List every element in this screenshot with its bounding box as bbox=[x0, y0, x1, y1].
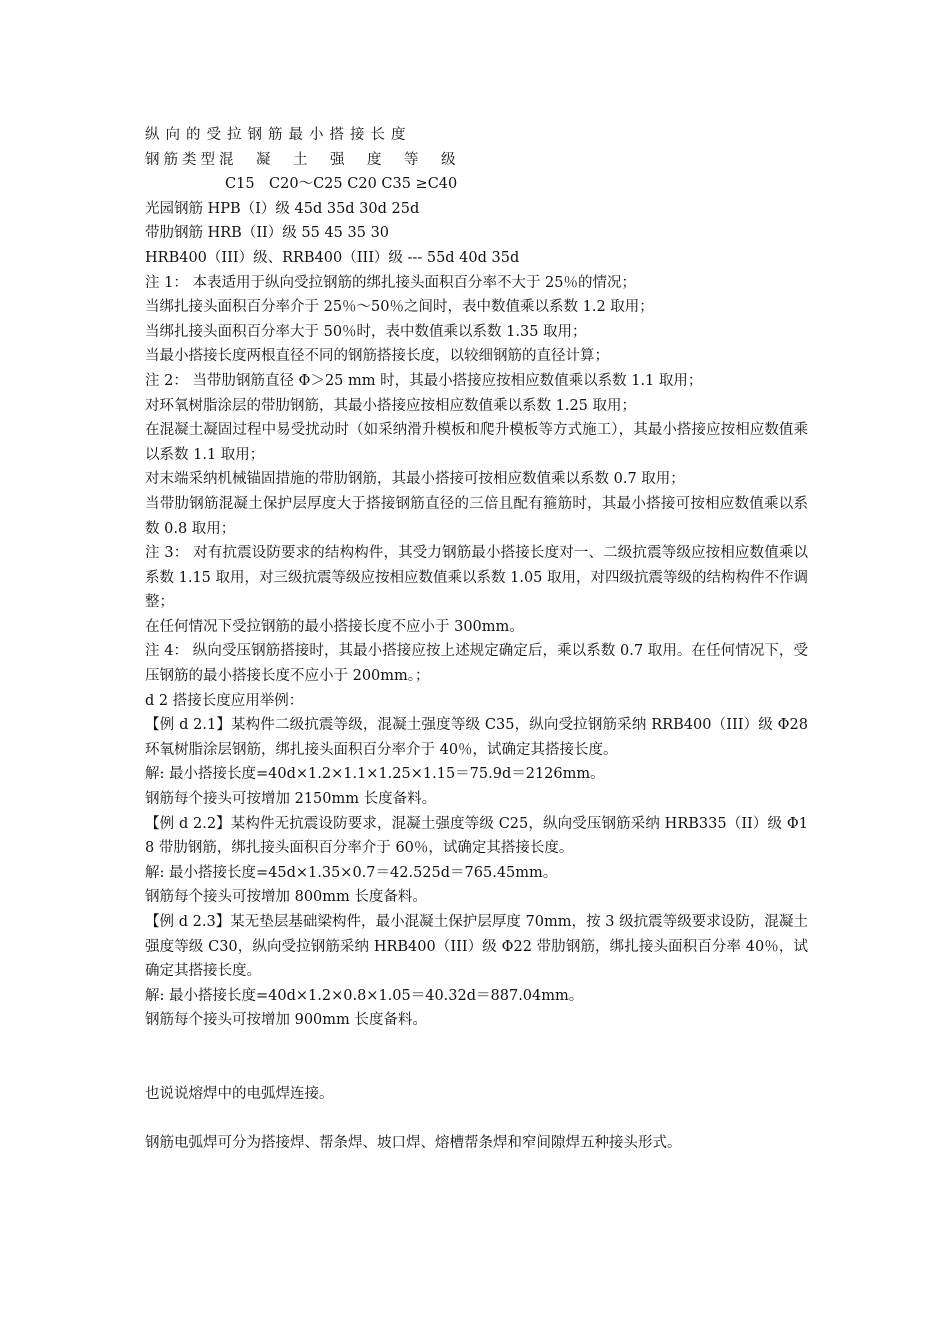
example-3-solution: 解: 最小搭接长度=40d×1.2×0.8×1.05＝40.32d＝887.04mm。 bbox=[145, 987, 584, 1004]
table-row-hpb: 光园钢筋 HPB（I）级 45d 35d 30d 25d bbox=[145, 200, 420, 217]
note-3-line-a: 注 3： 对有抗震设防要求的结构构件，其受力钢筋最小搭接长度对一、二级抗震等级应按相应数值乘以系数 1.15 取用，对三级抗震等级应按相应数值乘以系数 1.05 取用，对四级抗震等级的结构构件不作调整； bbox=[145, 545, 809, 611]
example-3: 【例 d 2.3】某无垫层基础梁构件，最小混凝土保护层厚度 70mm，按 3 级抗震等级要求设防，混凝土强度等级 C30，纵向受拉钢筋采纳 HRB400（III）级 Φ22 带肋钢筋，绑扎接头面积百分率 40％，试确定其搭接长度。 bbox=[145, 914, 808, 980]
table-row-hrb400: HRB400（III）级、RRB400（III）级 --- 55d 40d 35d bbox=[145, 249, 520, 266]
note-2-line-e: 当带肋钢筋混凝土保护层厚度大于搭接钢筋直径的三倍且配有箍筋时，其最小搭接可按相应数值乘以系数 0.8 取用； bbox=[145, 495, 808, 537]
spacer bbox=[145, 1033, 808, 1082]
section-d2-heading: d 2 搭接长度应用举例： bbox=[145, 692, 304, 709]
example-1-solution: 解: 最小搭接长度=40d×1.2×1.1×1.25×1.15＝75.9d＝2126mm。 bbox=[145, 766, 605, 783]
example-2-solution: 解: 最小搭接长度=45d×1.35×0.7＝42.525d＝765.45mm。 bbox=[145, 864, 558, 881]
note-4: 注 4： 纵向受压钢筋搭接时，其最小搭接应按上述规定确定后，乘以系数 0.7 取用。在任何情况下，受压钢筋的最小搭接长度不应小于 200mm。； bbox=[145, 643, 808, 685]
table-row-hrb: 带肋钢筋 HRB（II）级 55 45 35 30 bbox=[145, 225, 390, 242]
document-page bbox=[145, 123, 808, 1155]
note-2-line-b: 对环氧树脂涂层的带肋钢筋，其最小搭接应按相应数值乘以系数 1.25 取用； bbox=[145, 397, 637, 414]
example-2: 【例 d 2.2】某构件无抗震设防要求，混凝土强度等级 C25，纵向受压钢筋采纳 HRB335（II）级 Φ18 带肋钢筋，绑扎接头面积百分率介于 60％，试确定其搭接长度。 bbox=[145, 815, 808, 857]
note-1-line-b: 当绑扎接头面积百分率介于 25％～50％之间时，表中数值乘以系数 1.2 取用； bbox=[145, 299, 654, 316]
note-3-line-b: 在任何情况下受拉钢筋的最小搭接长度不应小于 300mm。 bbox=[145, 618, 524, 635]
example-3-note: 钢筋每个接头可按增加 900mm 长度备料。 bbox=[145, 1012, 427, 1029]
note-1-line-c: 当绑扎接头面积百分率大于 50％时，表中数值乘以系数 1.35 取用； bbox=[145, 323, 587, 340]
arc-welding-types: 钢筋电弧焊可分为搭接焊、帮条焊、坡口焊、熔槽帮条焊和窄间隙焊五种接头形式。 bbox=[145, 1134, 682, 1151]
table-title: 纵向的受拉钢筋最小搭接长度 bbox=[145, 127, 412, 143]
spacer bbox=[145, 1107, 808, 1131]
example-2-note: 钢筋每个接头可按增加 800mm 长度备料。 bbox=[145, 889, 427, 906]
note-2-line-a: 注 2： 当带肋钢筋直径 Φ＞25 mm 时，其最小搭接应按相应数值乘以系数 1.1 取用； bbox=[145, 372, 703, 389]
example-1: 【例 d 2.1】某构件二级抗震等级，混凝土强度等级 C35，纵向受拉钢筋采纳 RRB400（III）级 Φ28 环氧树脂涂层钢筋，绑扎接头面积百分率介于 40％，试确定其搭接长度。 bbox=[145, 717, 808, 758]
note-2-line-c: 在混凝土凝固过程中易受扰动时（如采纳滑升模板和爬升模板等方式施工），其最小搭接应按相应数值乘以系数 1.1 取用； bbox=[145, 422, 808, 463]
note-1-line-a: 注 1： 本表适用于纵向受拉钢筋的绑扎接头面积百分率不大于 25％的情况； bbox=[145, 274, 637, 291]
table-subheader: C15 C20～C25 C20 C35 ≥C40 bbox=[225, 176, 458, 193]
example-1-note: 钢筋每个接头可按增加 2150mm 长度备料。 bbox=[145, 791, 437, 808]
table-header: 钢筋类型混 凝 土 强 度 等 级 bbox=[145, 151, 460, 168]
arc-welding-intro: 也说说熔焊中的电弧焊连接。 bbox=[145, 1085, 334, 1102]
note-1-line-d: 当最小搭接长度两根直径不同的钢筋搭接长度，以较细钢筋的直径计算； bbox=[145, 348, 609, 365]
note-2-line-d: 对末端采纳机械锚固措施的带肋钢筋，其最小搭接可按相应数值乘以系数 0.7 取用； bbox=[145, 471, 685, 488]
